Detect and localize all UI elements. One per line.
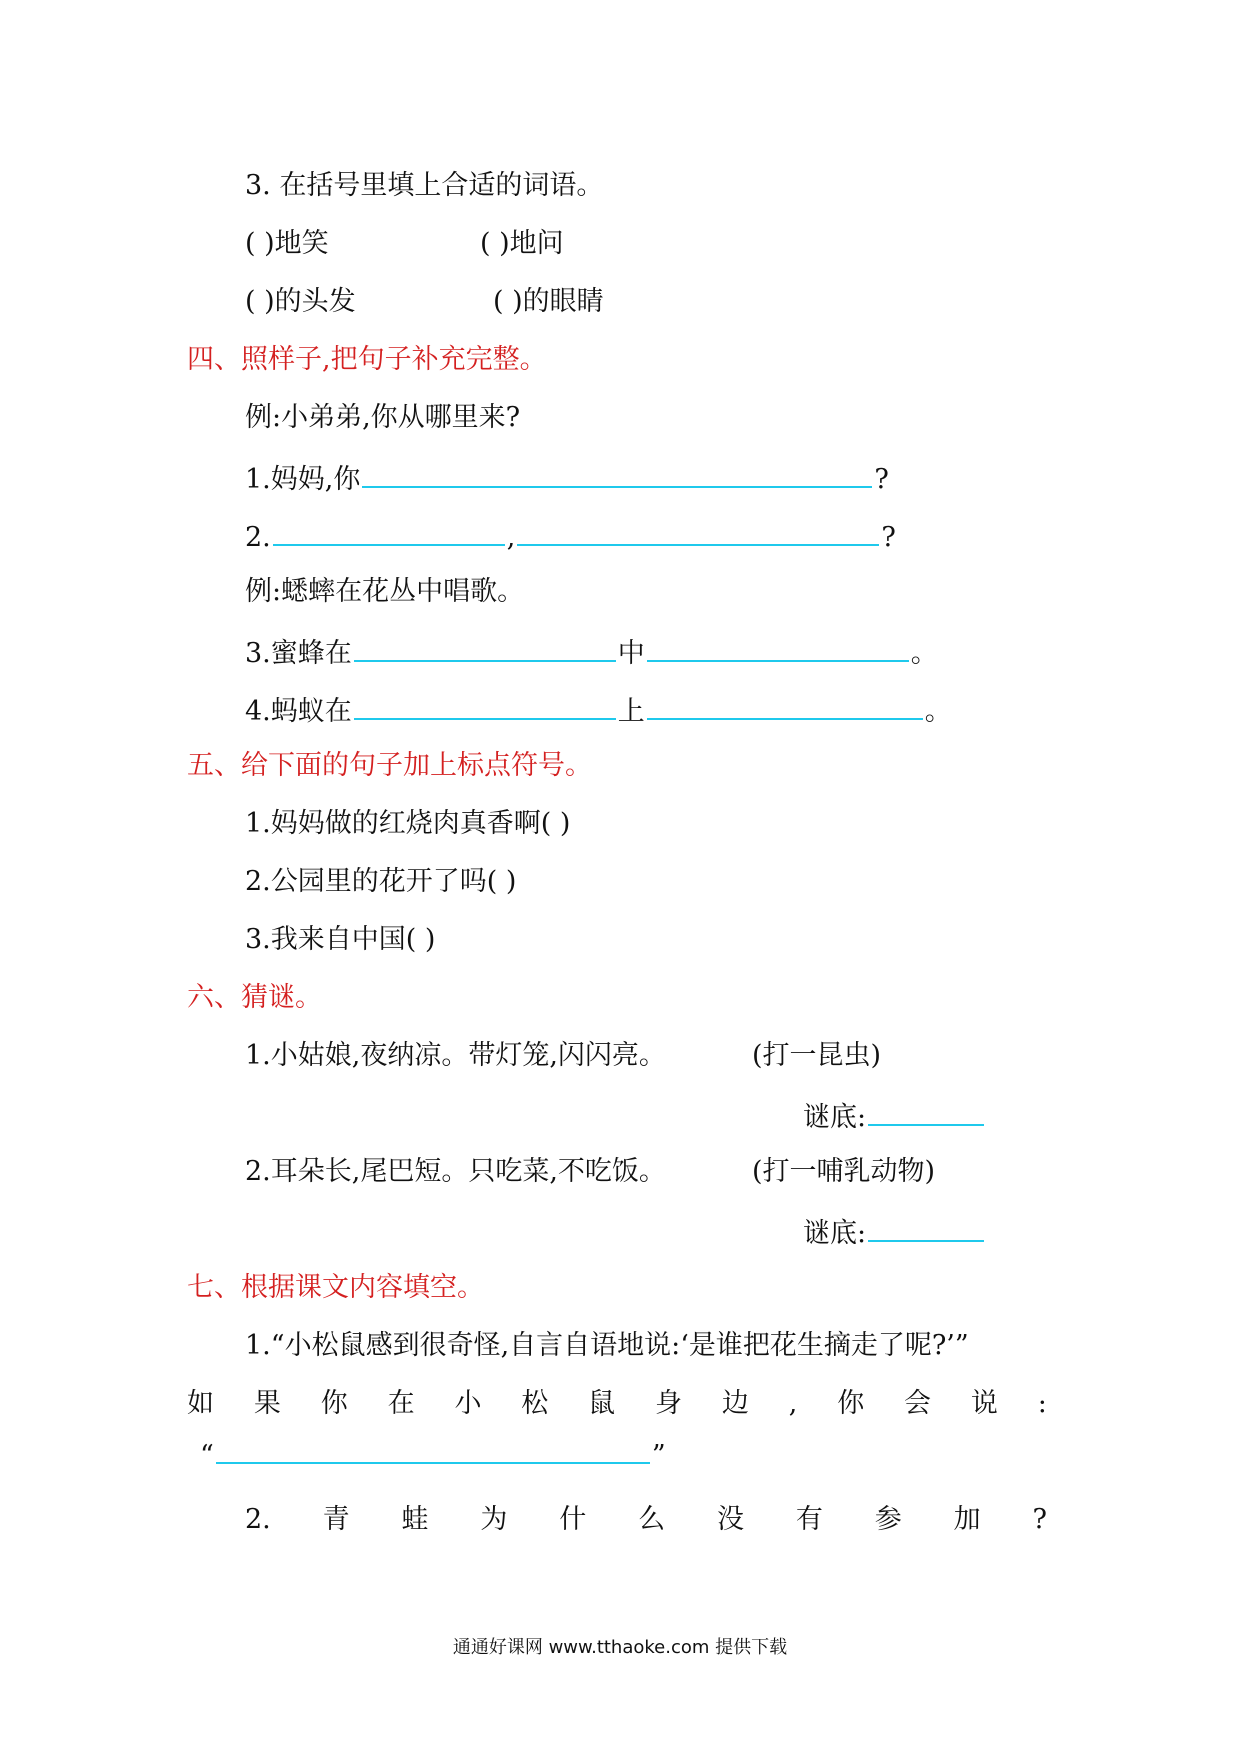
answer-blank[interactable]: [517, 516, 879, 546]
spaced-char: 如: [187, 1388, 214, 1419]
answer-blank[interactable]: [216, 1434, 650, 1464]
answer-blank[interactable]: [868, 1212, 984, 1242]
open-quote: “: [200, 1440, 214, 1471]
spaced-char: 没: [717, 1504, 745, 1535]
footer-credit: 通通好课网 www.tthaoke.com 提供下载: [452, 1637, 788, 1658]
spaced-char: 边: [721, 1388, 749, 1419]
riddle1-text: 1.小姑娘,夜纳凉。带灯笼,闪闪亮。: [245, 1040, 666, 1071]
s4-line2-prefix: 2.: [245, 522, 271, 553]
spaced-char: ?: [1032, 1504, 1047, 1535]
s4-line4-end: 。: [924, 696, 952, 727]
spaced-char: 你: [320, 1388, 348, 1419]
riddle2-hint: (打一哺乳动物): [752, 1156, 936, 1187]
s5-line3: 3.我来自中国( ): [245, 924, 436, 955]
s4-line3-prefix: 3.蜜蜂在: [245, 638, 352, 669]
spaced-char: 会: [904, 1388, 932, 1419]
spaced-char: ,: [788, 1388, 798, 1419]
spaced-char: :: [1037, 1388, 1047, 1419]
s5-line2: 2.公园里的花开了吗( ): [245, 866, 517, 897]
s4-line4-mid: 上: [617, 696, 645, 727]
s4-example2: 例:蟋蟀在花丛中唱歌。: [245, 576, 525, 607]
s7-line1: 1.“小松鼠感到很奇怪,自言自语地说:‘是谁把花生摘走了呢?’”: [245, 1330, 969, 1361]
answer-label: 谜底:: [803, 1218, 867, 1249]
s4-line3-mid: 中: [617, 638, 645, 669]
spaced-char: 松: [521, 1388, 549, 1419]
s4-line3-end: 。: [910, 638, 938, 669]
q3-title: 3. 在括号里填上合适的词语。: [245, 170, 604, 201]
spaced-char: 参: [874, 1504, 902, 1535]
riddle2-text: 2.耳朵长,尾巴短。只吃菜,不吃饭。: [245, 1156, 666, 1187]
spaced-char: 鼠: [588, 1388, 616, 1419]
q3-row2-item2: ( )的眼睛: [493, 286, 604, 317]
answer-blank[interactable]: [273, 516, 505, 546]
spaced-char: 蛙: [401, 1504, 429, 1535]
s7-line2: [245, 1502, 1047, 1538]
spaced-char: 有: [795, 1504, 823, 1535]
s4-line1: [245, 458, 889, 498]
section4-heading: 四、照样子,把句子补充完整。: [187, 344, 547, 375]
riddle1-hint: (打一昆虫): [752, 1040, 882, 1071]
spaced-char: 青: [322, 1504, 350, 1535]
spaced-char: 在: [387, 1388, 415, 1419]
spaced-char: 加: [953, 1504, 981, 1535]
spaced-char: 么: [638, 1504, 666, 1535]
answer-blank[interactable]: [362, 458, 872, 488]
section7-heading: 七、根据课文内容填空。: [187, 1272, 484, 1303]
riddle2-answer: [803, 1212, 986, 1252]
spaced-char: 什: [559, 1504, 587, 1535]
s5-line1: 1.妈妈做的红烧肉真香啊( ): [245, 808, 571, 839]
answer-blank[interactable]: [647, 690, 923, 720]
answer-blank[interactable]: [354, 690, 616, 720]
spaced-char: 2.: [245, 1504, 271, 1535]
spaced-char: 为: [480, 1504, 508, 1535]
q3-row1-item1: ( )地笑: [245, 228, 329, 259]
riddle1-answer: [803, 1096, 986, 1136]
section5-heading: 五、给下面的句子加上标点符号。: [187, 750, 592, 781]
q3-row2-item1: ( )的头发: [245, 286, 356, 317]
spaced-char: 果: [253, 1388, 281, 1419]
s4-line2-end: ?: [881, 522, 896, 553]
spaced-char: 小: [454, 1388, 482, 1419]
section6-heading: 六、猜谜。: [187, 982, 322, 1013]
answer-blank[interactable]: [354, 632, 616, 662]
s4-example1: 例:小弟弟,你从哪里来?: [245, 402, 521, 433]
q3-row1-item2: ( )地问: [480, 228, 564, 259]
s4-line2: [245, 516, 896, 556]
answer-blank[interactable]: [868, 1096, 984, 1126]
close-quote: ”: [651, 1440, 666, 1471]
answer-label: 谜底:: [803, 1102, 867, 1133]
s4-line1-prefix: 1.妈妈,你: [245, 464, 361, 495]
s4-line3: [245, 632, 938, 672]
spaced-char: 身: [655, 1388, 683, 1419]
s7-line1-answer: [200, 1434, 666, 1474]
s4-line2-comma: ,: [506, 522, 516, 553]
s4-line4: [245, 690, 952, 730]
s4-line1-end: ?: [874, 464, 889, 495]
spaced-char: 说: [970, 1388, 998, 1419]
s4-line4-prefix: 4.蚂蚁在: [245, 696, 352, 727]
spaced-char: 你: [837, 1388, 865, 1419]
s7-line1-continued: [187, 1386, 1047, 1422]
answer-blank[interactable]: [647, 632, 909, 662]
